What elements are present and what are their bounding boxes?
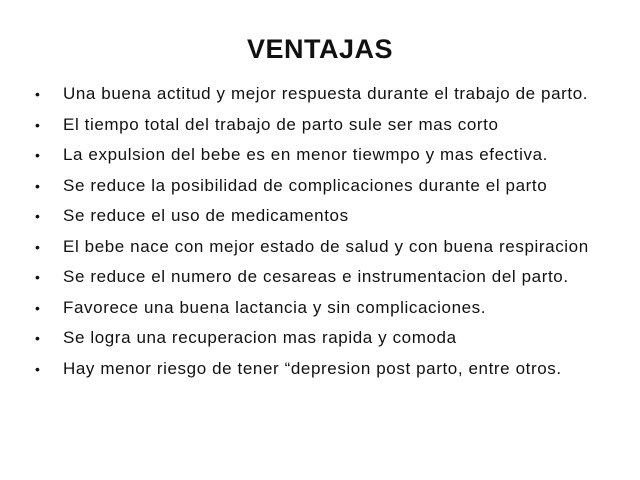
- slide-title: VENTAJAS: [246, 34, 394, 64]
- bullet-icon: •: [35, 177, 41, 194]
- bullet-text: Se reduce el numero de cesareas e instrumentacion del parto.: [63, 267, 569, 286]
- bullet-item: [33, 174, 603, 199]
- bullet-text: Se reduce el uso de medicamentos: [63, 206, 349, 225]
- bullet-item: [33, 357, 603, 382]
- bullet-icon: •: [35, 299, 41, 316]
- bullet-icon: •: [35, 269, 41, 285]
- bullet-icon: •: [35, 238, 41, 255]
- bullet-text: Una buena actitud y mejor respuesta durante el trabajo de parto.: [63, 84, 589, 103]
- bullet-item: [33, 265, 603, 290]
- bullet-icon: •: [35, 116, 41, 133]
- bullet-icon: •: [35, 208, 41, 224]
- bullet-icon: •: [35, 360, 41, 377]
- bullet-item: [33, 296, 603, 321]
- bullet-item: [33, 204, 603, 229]
- bullet-icon: •: [35, 86, 41, 102]
- bullet-item: [33, 235, 603, 260]
- bullet-text: Se logra una recuperacion mas rapida y comoda: [63, 328, 457, 347]
- bullet-list: [33, 82, 603, 381]
- bullet-text: Se reduce la posibilidad de complicaciones durante el parto: [63, 175, 548, 195]
- bullet-item: [33, 113, 603, 138]
- bullet-text: Favorece una buena lactancia y sin complicaciones.: [63, 297, 487, 317]
- bullet-item: [33, 82, 603, 107]
- bullet-text: El bebe nace con mejor estado de salud y con buena respiracion: [63, 236, 589, 256]
- bullet-icon: •: [35, 147, 41, 163]
- bullet-item: [33, 326, 603, 351]
- bullet-text: El tiempo total del trabajo de parto sule ser mas corto: [63, 114, 499, 134]
- bullet-text: Hay menor riesgo de tener “depresion post parto, entre otros.: [63, 358, 562, 378]
- bullet-icon: •: [35, 330, 41, 346]
- bullet-item: [33, 143, 603, 168]
- bullet-text: La expulsion del bebe es en menor tiewmpo y mas efectiva.: [63, 145, 548, 164]
